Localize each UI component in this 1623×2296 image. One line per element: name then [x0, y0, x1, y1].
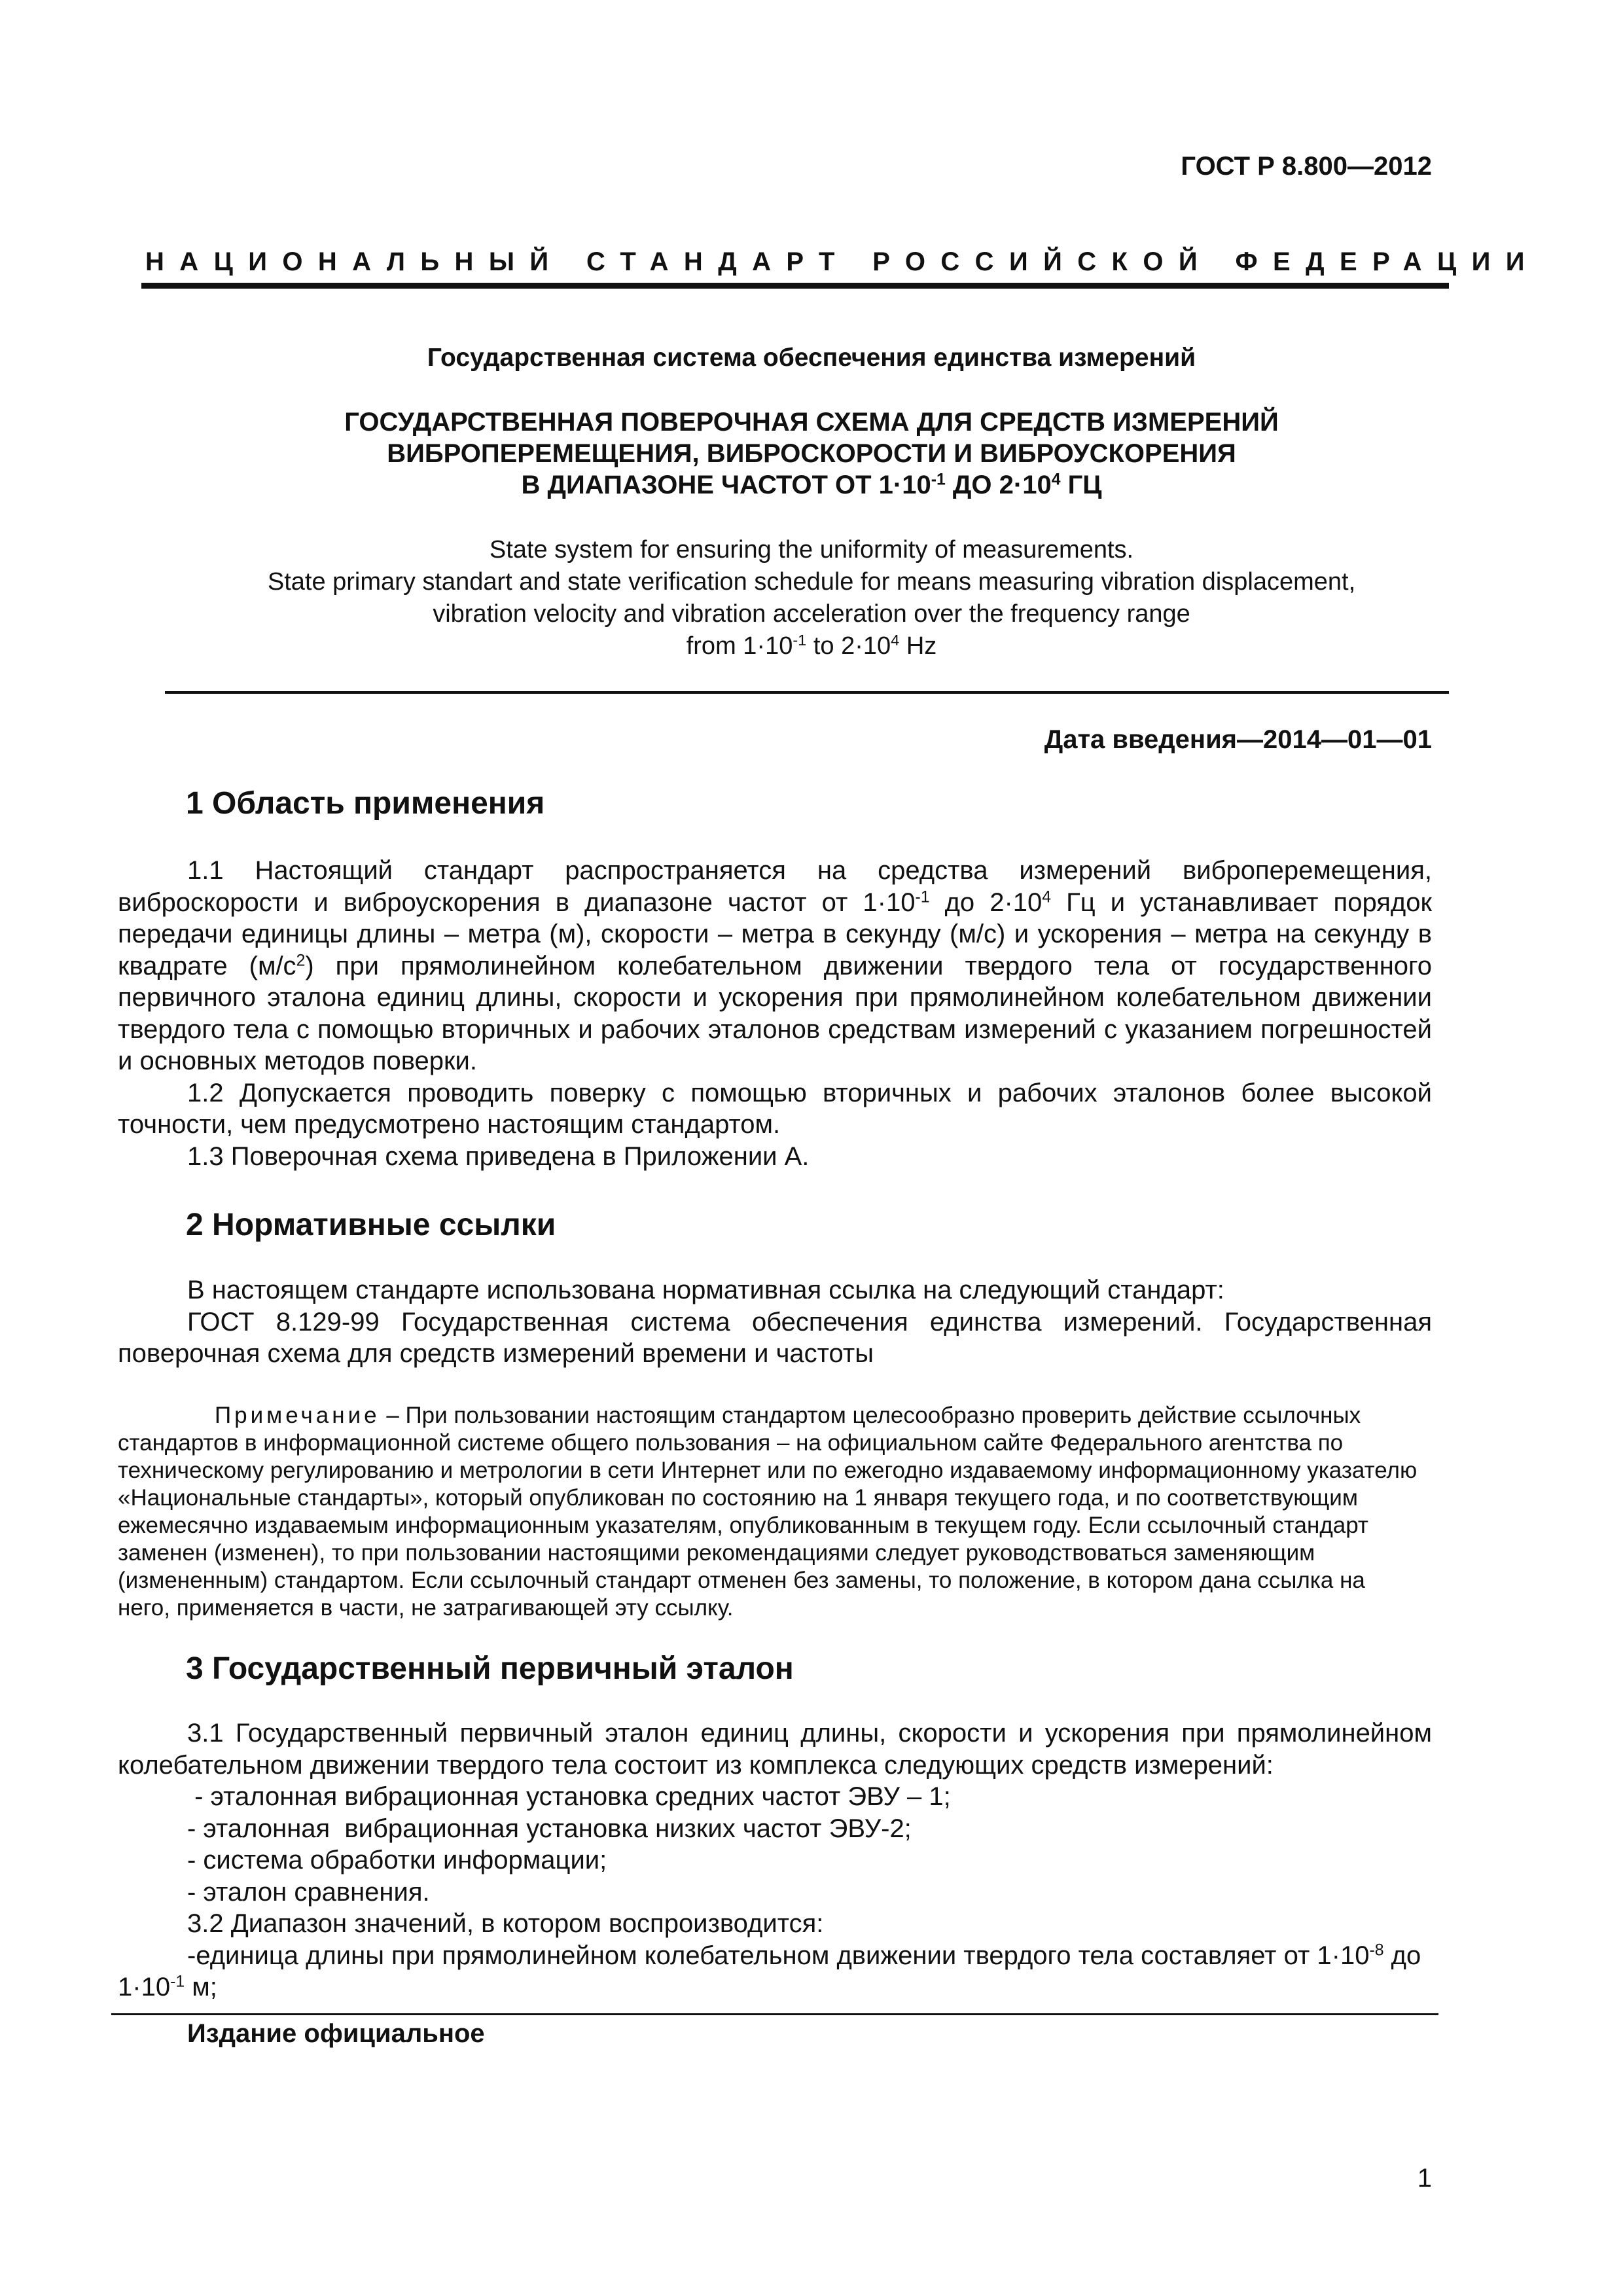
- paragraph-2-2: ГОСТ 8.129-99 Государственная система обеспечения единства измерений. Государственная поверочная схема для средств измерений времени и частоты: [118, 1307, 1432, 1368]
- list-item: - эталонная вибрационная установка низких частот ЭВУ-2;: [187, 1814, 912, 1843]
- section-2-heading: 2 Нормативные ссылки: [186, 1208, 556, 1242]
- system-line: Государственная система обеспечения единства измерений: [427, 344, 1196, 372]
- section-1-heading: 1 Область применения: [186, 786, 545, 821]
- paragraph-2-1: В настоящем стандарте использована нормативная ссылка на следующий стандарт:: [187, 1276, 1224, 1304]
- title-ru-line-1: ГОСУДАРСТВЕННАЯ ПОВЕРОЧНАЯ СХЕМА ДЛЯ СРЕДСТВ ИЗМЕРЕНИЙ: [344, 408, 1279, 437]
- edition-label: Издание официальное: [187, 2019, 485, 2048]
- paragraph-1-2: 1.2 Допускается проводить поверку с помощью вторичных и рабочих эталонов более высокой точности, чем предусмотрено настоящим стандартом.: [118, 1078, 1432, 1139]
- paragraph-3-2: 3.2 Диапазон значений, в котором воспроизводится:: [187, 1909, 824, 1938]
- note-paragraph: Примечание – При пользовании настоящим стандартом целесообразно проверить действие ссылочных стандартов в информационной системе общего пользования – на официальном сайте Федерального агентства по техническому регулированию и метрологии в сети Интернет или по ежегодно издаваемому информационному указателю «Национальные стандарты», который опубликован по состоянию на 1 января текущего года, и по соответствующим ежемесячно издаваемым информационным указателям, опубликованным в текущем году. Если ссылочный стандарт заменен (изменен), то при пользовании настоящими рекомендациями следует руководствоваться заменяющим (измененным) стандартом. Если ссылочный стандарт отменен без замены, то положение, в котором дана ссылка на него, применяется в части, не затрагивающей эту ссылку.: [118, 1403, 1418, 1621]
- intro-date: Дата введения—2014—01—01: [1044, 725, 1432, 754]
- page-number: 1: [1417, 2164, 1432, 2193]
- paragraph-3-1: 3.1 Государственный первичный эталон единиц длины, скорости и ускорения при прямолинейном колебательном движении твердого тела состоит из комплекса следующих средств измерений:: [118, 1719, 1432, 1780]
- paragraph-1-1: 1.1 Настоящий стандарт распространяется на средства измерений виброперемещения, виброскорости и виброускорения в диапазоне частот от $1\cdot 10^{-1}$ до $2\cdot 10^4$ Гц и устанавливает порядок передачи единицы длины – метра (м), скорости – метра в секунду (м/с) и ускорения – метра на секунду в квадрате $(м/с^2)$ при прямолинейном колебательном движении твердого тела от государственного первичного эталона единиц длины, скорости и ускорения при прямолинейном колебательном движении твердого тела с помощью вторичных и рабочих эталонов средствам измерений с указанием погрешностей и основных методов поверки.: [118, 856, 1432, 1075]
- list-item: - эталон сравнения.: [187, 1877, 430, 1907]
- title-en-line-4: from $1\cdot 10^{-1}$ to $2\cdot 10^4$ Hz: [686, 632, 937, 660]
- title-ru-line-2: ВИБРОПЕРЕМЕЩЕНИЯ, ВИБРОСКОРОСТИ И ВИБРОУСКОРЕНИЯ: [387, 439, 1236, 468]
- standard-banner: НАЦИОНАЛЬНЫЙ СТАНДАРТ РОССИЙСКОЙ ФЕДЕРАЦИИ: [145, 247, 1540, 276]
- list-item: - система обработки информации;: [187, 1846, 607, 1874]
- title-en-line-3: vibration velocity and vibration acceleration over the frequency range: [433, 600, 1190, 628]
- note-block: [118, 1402, 1420, 1622]
- title-ru: [0, 406, 1623, 501]
- section-2-body: [118, 1274, 1432, 1370]
- title-en-line-2: State primary standart and state verification schedule for means measuring vibration displacement,: [267, 568, 1356, 596]
- section-1-body: [118, 855, 1432, 1172]
- paragraph-3-3: -единица длины при прямолинейном колебательном движении твердого тела составляет от $1\cdot 10^{-8}$ до $1\cdot 10^{-1}$ м;: [118, 1941, 1421, 2001]
- note-label: Примечание: [215, 1403, 380, 1428]
- section-3-body: [118, 1717, 1432, 2003]
- title-ru-line-3: В ДИАПАЗОНЕ ЧАСТОТ ОТ $1\cdot 10^{-1}$ ДО $2\cdot 10^4$ ГЦ: [521, 471, 1102, 499]
- title-rule: [165, 691, 1449, 694]
- footer-rule: [111, 2013, 1438, 2015]
- banner-rule: [141, 283, 1449, 289]
- document-number: ГОСТ Р 8.800—2012: [1181, 152, 1432, 181]
- paragraph-1-3: 1.3 Поверочная схема приведена в Приложении А.: [187, 1141, 810, 1171]
- title-en-line-1: State system for ensuring the uniformity of measurements.: [489, 536, 1134, 564]
- list-item: - эталонная вибрационная установка средних частот ЭВУ – 1;: [187, 1782, 951, 1811]
- title-en: [0, 534, 1623, 662]
- section-3-heading: 3 Государственный первичный эталон: [186, 1651, 794, 1686]
